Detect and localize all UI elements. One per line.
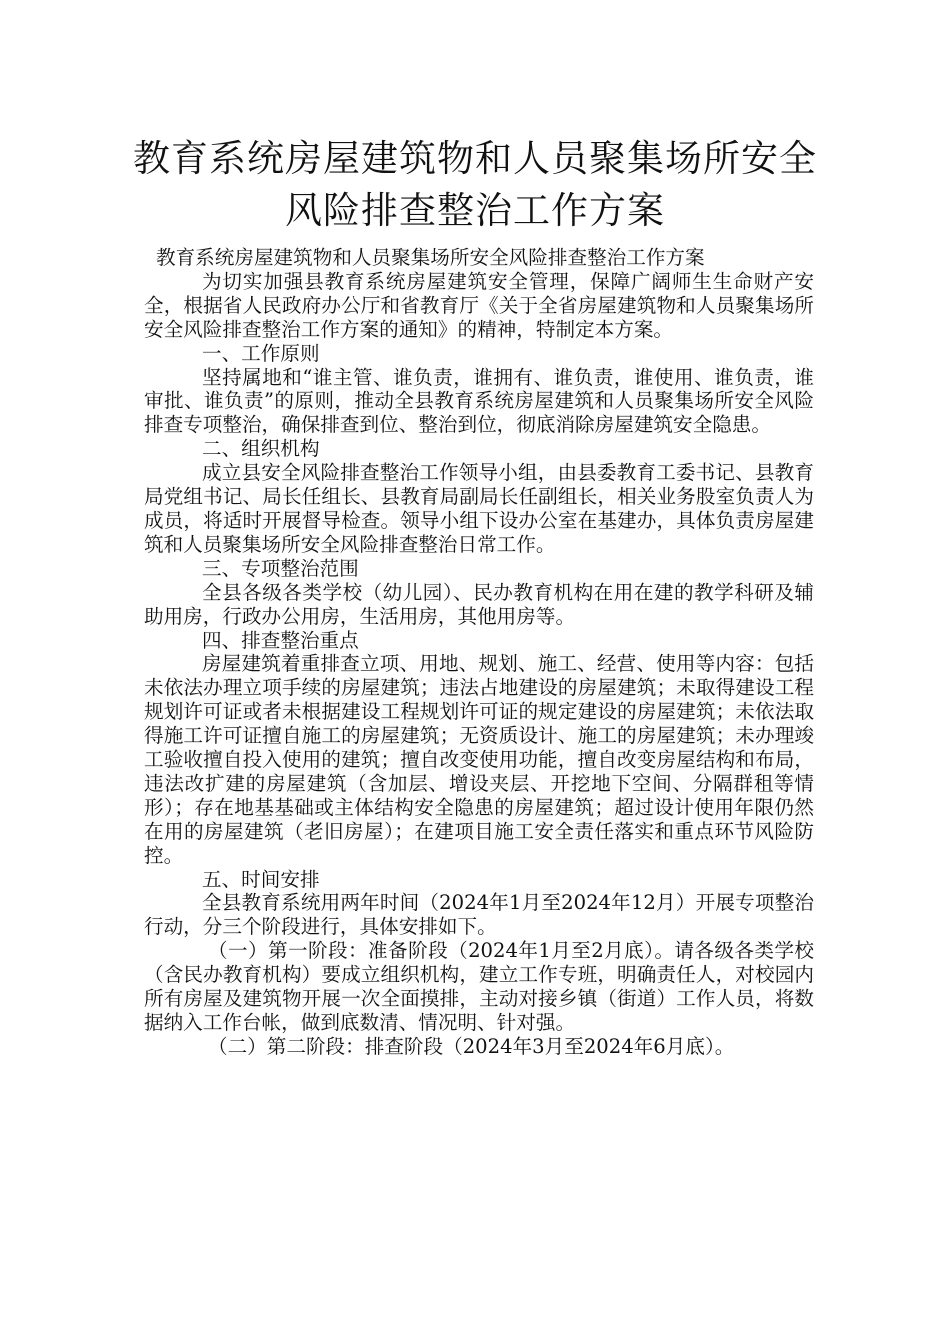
organization-paragraph: 成立县安全风险排查整治工作领导小组，由县委教育工委书记、县教育局党组书记、局长任组长、县教育局副局长任副组长，相关业务股室负责人为成员，将适时开展督导检查。领导小组下设办公室在基建办，具体负责房屋建筑和人员聚集场所安全风险排查整治日常工作。	[144, 461, 814, 556]
subtitle-paragraph: 教育系统房屋建筑物和人员聚集场所安全风险排查整治工作方案	[156, 246, 705, 269]
document-body	[144, 246, 814, 1059]
focus-paragraph: 房屋建筑着重排查立项、用地、规划、施工、经营、使用等内容：包括未依法办理立项手续的房屋建筑；违法占地建设的房屋建筑；未取得建设工程规划许可证或者未根据建设工程规划许可证的规定建设的房屋建筑；未依法取得施工许可证擅自施工的房屋建筑；无资质设计、施工的房屋建筑；未办理竣工验收擅自投入使用的建筑；擅自改变使用功能，擅自改变房屋结构和布局，违法改扩建的房屋建筑（含加层、增设夹层、开挖地下空间、分隔群租等情形）；存在地基基础或主体结构安全隐患的房屋建筑；超过设计使用年限仍然在用的房屋建筑（老旧房屋）；在建项目施工安全责任落实和重点环节风险防控。	[144, 652, 814, 867]
section-heading-scope: 三、专项整治范围	[202, 556, 359, 580]
section-heading-principles: 一、工作原则	[202, 341, 320, 365]
section-heading-organization: 二、组织机构	[202, 437, 320, 461]
section-heading-schedule: 五、时间安排	[202, 867, 320, 891]
scope-paragraph: 全县各级各类学校（幼儿园）、民办教育机构在用在建的教学科研及辅助用房，行政办公用房，生活用房，其他用房等。	[144, 580, 814, 628]
stage-two-paragraph: （二）第二阶段：排查阶段（2024年3月至2024年6月底）。	[208, 1034, 735, 1058]
document-title-line-2: 风险排查整治工作方案	[285, 189, 665, 232]
section-heading-focus: 四、排查整治重点	[202, 628, 359, 652]
principles-paragraph: 坚持属地和“谁主管、谁负责，谁拥有、谁负责，谁使用、谁负责，谁审批、谁负责”的原则，推动全县教育系统房屋建筑和人员聚集场所安全风险排查专项整治，确保排查到位、整治到位，彻底消除房屋建筑安全隐患。	[144, 365, 814, 437]
schedule-paragraph: 全县教育系统用两年时间（2024年1月至2024年12月）开展专项整治行动，分三个阶段进行，具体安排如下。	[144, 891, 814, 939]
intro-paragraph: 为切实加强县教育系统房屋建筑安全管理，保障广阔师生生命财产安全，根据省人民政府办公厅和省教育厅《关于全省房屋建筑物和人员聚集场所安全风险排查整治工作方案的通知》的精神，特制定本方案。	[144, 269, 814, 341]
stage-one-paragraph: （一）第一阶段：准备阶段（2024年1月至2月底）。请各级各类学校（含民办教育机构）要成立组织机构，建立工作专班，明确责任人，对校园内所有房屋及建筑物开展一次全面摸排，主动对接乡镇（街道）工作人员，将数据纳入工作台帐，做到底数清、情况明、针对强。	[144, 939, 814, 1034]
document-title-line-1: 教育系统房屋建筑物和人员聚集场所安全	[133, 137, 817, 180]
